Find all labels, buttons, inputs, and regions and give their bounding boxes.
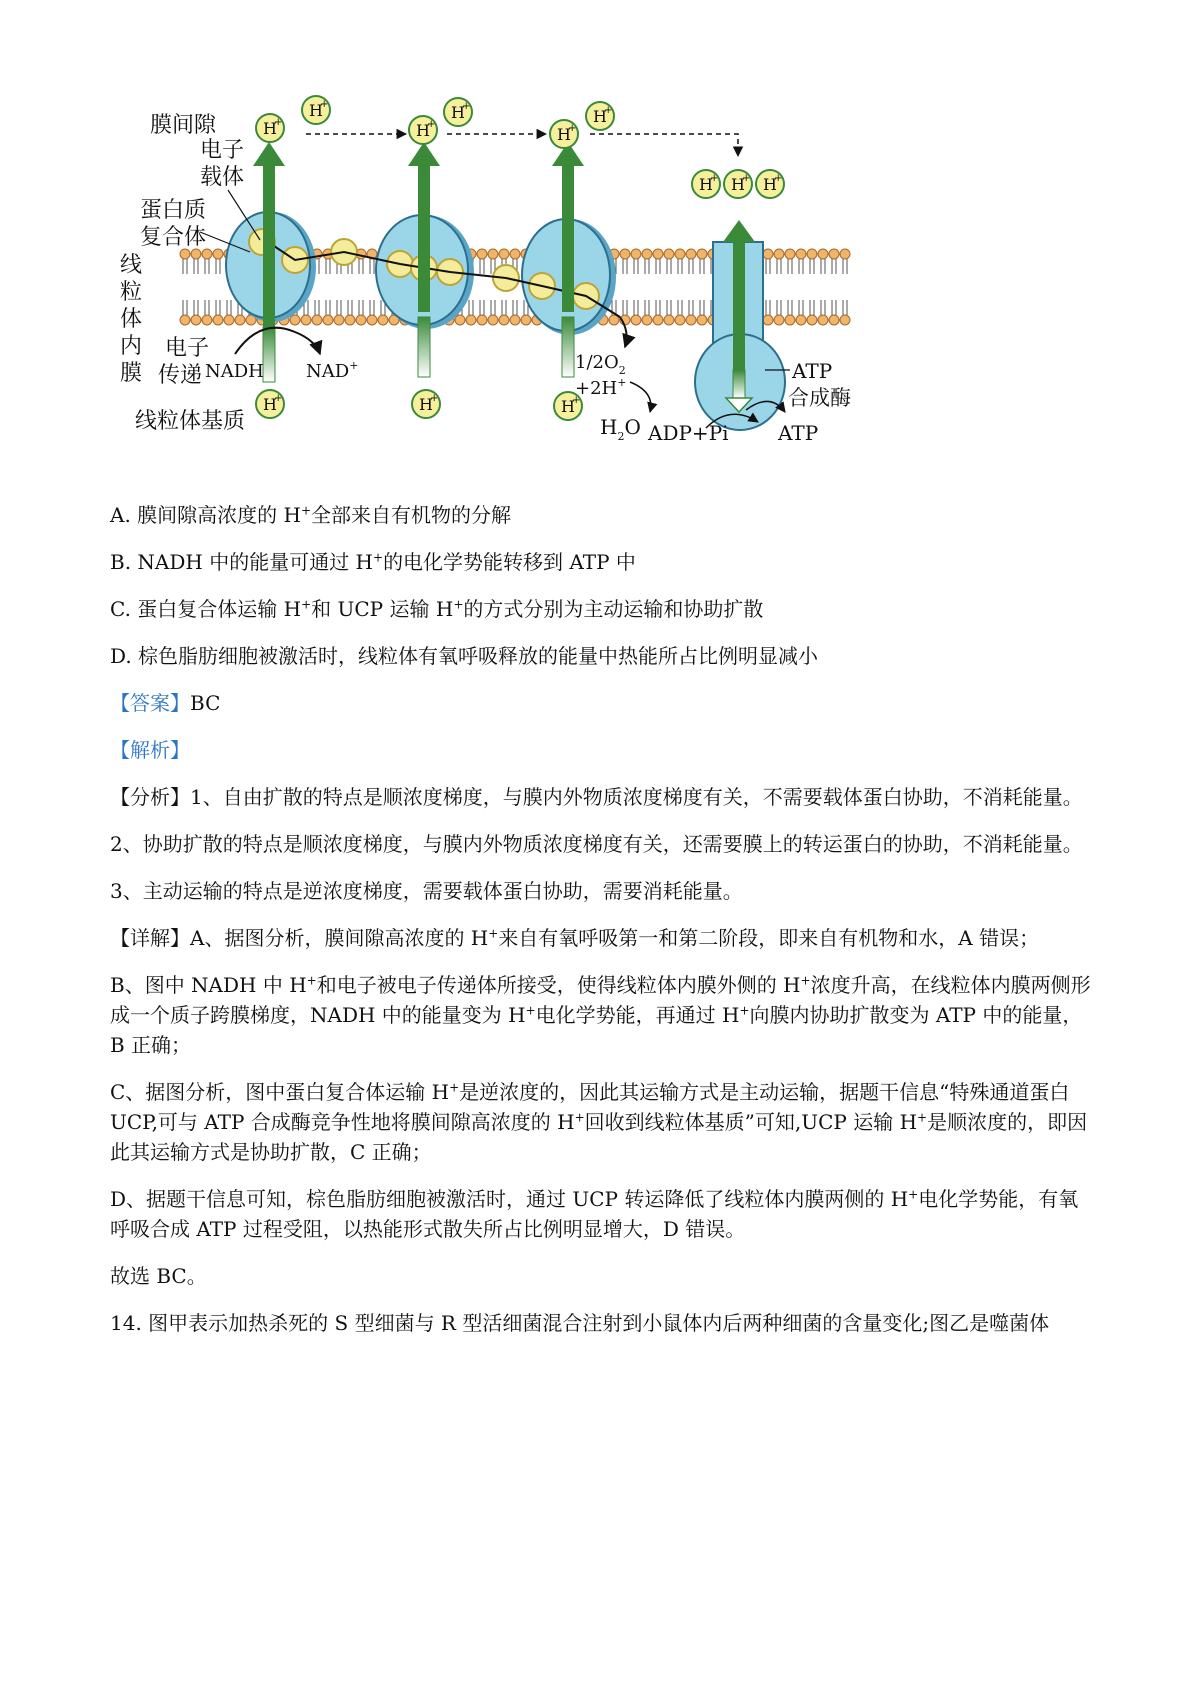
proton-ion xyxy=(409,116,437,144)
svg-text:H: H xyxy=(309,101,323,120)
label-adp-pi: ADP+Pi xyxy=(648,421,729,445)
proton-ion xyxy=(302,96,330,124)
svg-text:H: H xyxy=(263,119,277,138)
svg-text:H: H xyxy=(557,125,571,144)
label-matrix: 线粒体基质 xyxy=(135,409,246,434)
label-oxygen: $1/2O_2$ xyxy=(575,352,626,377)
label-atp-synthase-2: 合成酶 xyxy=(788,386,851,410)
svg-text:H: H xyxy=(699,175,713,194)
label-electron-transport-2: 传递 xyxy=(158,363,203,388)
label-electron-carrier-2: 载体 xyxy=(200,165,245,190)
label-water: $H_2O$ xyxy=(600,415,641,443)
next-question: 14. 图甲表示加热杀死的 S 型细菌与 R 型活细菌混合注射到小鼠体内后两种细菌的含量变化;图乙是噬菌体 xyxy=(110,1311,1050,1335)
label-inner-membrane-char: 体 xyxy=(120,307,143,332)
detail-b: B、图中 NADH 中 H+和电子被电子传递体所接受，使得线粒体内膜外侧的 H+浓度升高，在线粒体内膜两侧形成一个质子跨膜梯度，NADH 中的能量变为 H+电化学势能，再通过 H+向膜内协助扩散变为 ATP 中的能量，B 正确； xyxy=(110,973,1091,1057)
svg-text:+: + xyxy=(427,119,436,130)
svg-text:+: + xyxy=(568,123,577,134)
label-intermembrane-space: 膜间隙 xyxy=(150,113,217,138)
svg-text:+: + xyxy=(462,101,471,112)
option-b: B. NADH 中的能量可通过 H+的电化学势能转移到 ATP 中 xyxy=(110,550,636,574)
label-protein-complex-1: 蛋白质 xyxy=(140,198,207,223)
detail-d: D、据题干信息可知，棕色脂肪细胞被激活时，通过 UCP 转运降低了线粒体内膜两侧的 H+电化学势能，有氧呼吸合成 ATP 过程受阻，以热能形式散失所占比例明显增大，D 错误。 xyxy=(110,1187,1079,1241)
svg-text:+: + xyxy=(274,393,283,404)
svg-text:H: H xyxy=(593,107,607,126)
svg-text:H: H xyxy=(416,121,430,140)
analysis-label: 【解析】 xyxy=(110,738,190,762)
analysis-point-2: 2、协助扩散的特点是顺浓度梯度，与膜内外物质浓度梯度有关，还需要膜上的转运蛋白的协助，不消耗能量。 xyxy=(110,832,1083,856)
label-protein-complex-2: 复合体 xyxy=(140,225,207,250)
proton-ion xyxy=(256,390,284,418)
proton-ion xyxy=(550,120,578,148)
mitochondria-electron-transport-diagram xyxy=(110,92,970,492)
proton-ion xyxy=(586,102,614,130)
option-a: A. 膜间隙高浓度的 H+全部来自有机物的分解 xyxy=(110,503,512,527)
detail-a: 【详解】A、据图分析，膜间隙高浓度的 H+来自有氧呼吸第一和第二阶段，即来自有机物和水，A 错误； xyxy=(110,926,1040,950)
label-nadh: NADH xyxy=(205,361,264,382)
svg-text:H: H xyxy=(763,175,777,194)
proton-ion xyxy=(256,114,284,142)
proton-ion xyxy=(412,390,440,418)
analysis-point-3: 3、主动运输的特点是逆浓度梯度，需要载体蛋白协助，需要消耗能量。 xyxy=(110,879,743,903)
svg-text:H: H xyxy=(419,395,433,414)
label-oxygen-protons: +2H+ xyxy=(575,376,627,399)
answer-line: 【答案】BC xyxy=(110,691,221,715)
label-atp-synthase-1: ATP xyxy=(792,359,833,383)
svg-text:+: + xyxy=(572,395,581,406)
svg-text:+: + xyxy=(320,99,329,110)
label-electron-transport-1: 电子 xyxy=(165,336,210,361)
svg-text:H: H xyxy=(561,397,575,416)
proton-ion xyxy=(692,170,720,198)
label-inner-membrane xyxy=(120,253,142,386)
label-atp-product: ATP xyxy=(778,421,819,445)
question-text xyxy=(110,500,1095,1338)
detail-c: C、据图分析，图中蛋白复合体运输 H+是逆浓度的，因此其运输方式是主动运输，据题干信息“特殊通道蛋白 UCP,可与 ATP 合成酶竞争性地将膜间隙高浓度的 H+回收到线粒体基质”可知,UCP 运输 H+是顺浓度的，即因此其运输方式是协助扩散，C 正确； xyxy=(110,1080,1088,1164)
svg-text:+: + xyxy=(742,173,751,184)
svg-text:H: H xyxy=(451,103,465,122)
label-nad: NAD+ xyxy=(306,359,359,382)
label-inner-membrane-char: 粒 xyxy=(120,280,143,305)
svg-text:H: H xyxy=(731,175,745,194)
svg-text:+: + xyxy=(604,105,613,116)
svg-text:+: + xyxy=(430,393,439,404)
label-inner-membrane-char: 内 xyxy=(120,334,143,359)
label-inner-membrane-char: 膜 xyxy=(120,361,143,386)
option-d: D. 棕色脂肪细胞被激活时，线粒体有氧呼吸释放的能量中热能所占比例明显减小 xyxy=(110,644,819,668)
svg-text:H: H xyxy=(263,395,277,414)
diagram-canvas xyxy=(110,92,970,492)
conclusion: 故选 BC。 xyxy=(110,1264,207,1288)
svg-text:+: + xyxy=(274,117,283,128)
proton-ion xyxy=(724,170,752,198)
svg-text:+: + xyxy=(710,173,719,184)
proton-flow-dashed-arrows xyxy=(306,134,738,156)
label-electron-carrier-1: 电子 xyxy=(200,138,245,163)
svg-text:+: + xyxy=(774,173,783,184)
option-c: C. 蛋白复合体运输 H+和 UCP 运输 H+的方式分别为主动运输和协助扩散 xyxy=(110,597,764,621)
label-inner-membrane-char: 线 xyxy=(120,253,143,278)
proton-ion xyxy=(756,170,784,198)
proton-ion xyxy=(444,98,472,126)
analysis-point-1: 【分析】1、自由扩散的特点是顺浓度梯度，与膜内外物质浓度梯度有关，不需要载体蛋白协助，不消耗能量。 xyxy=(110,785,1083,809)
